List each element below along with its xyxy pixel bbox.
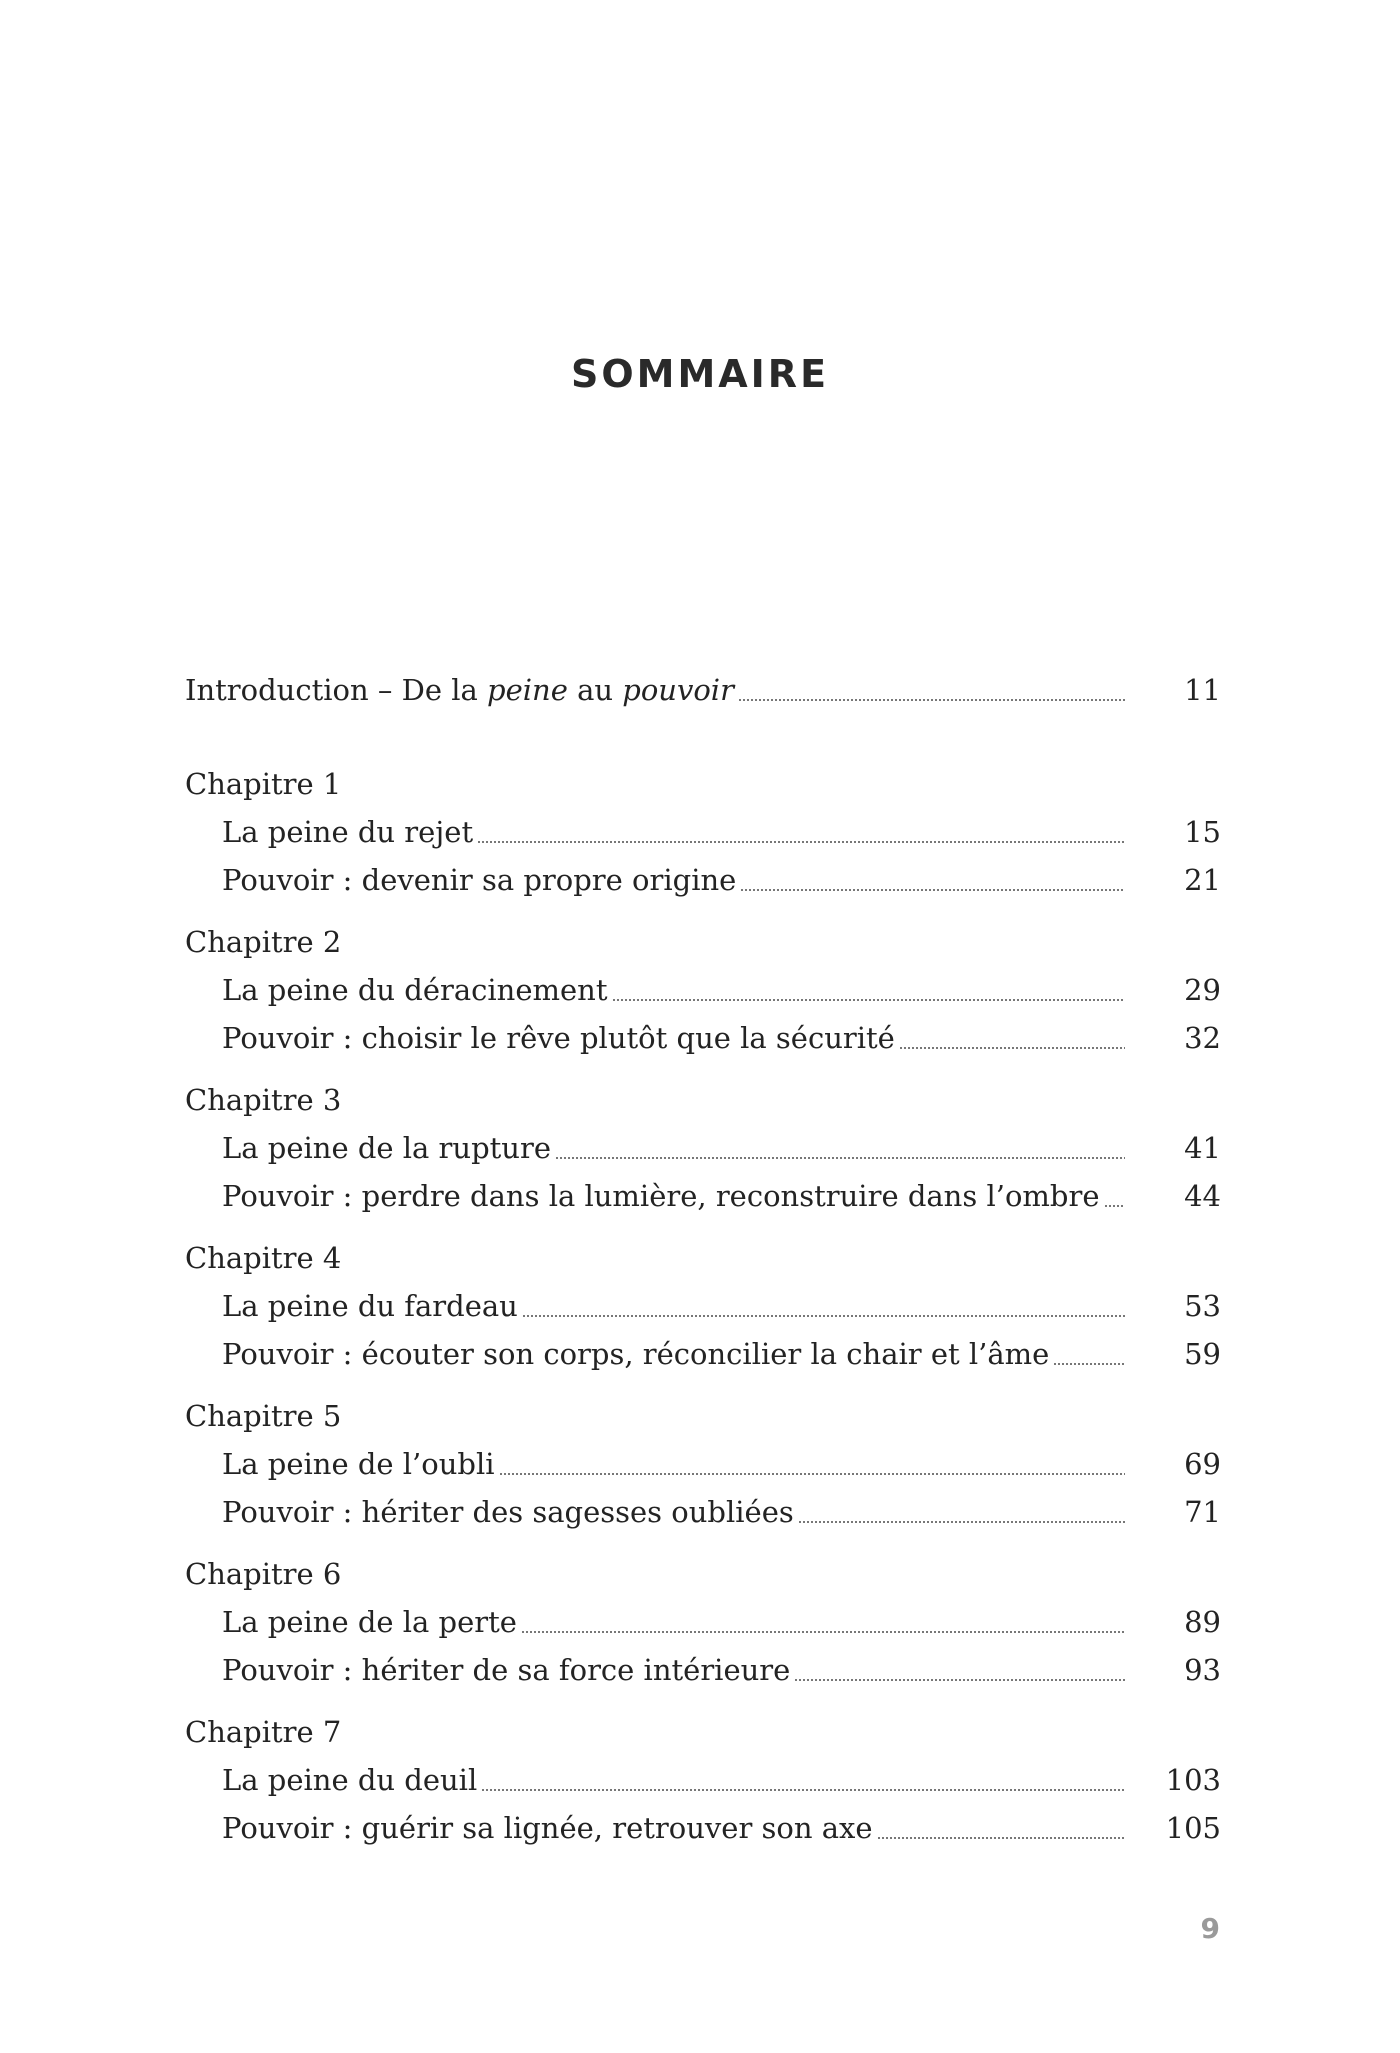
chapter-heading: Chapitre 6 — [185, 1557, 342, 1591]
dot-leader — [521, 1631, 1125, 1633]
toc-entry-title: La peine de la perte — [222, 1605, 517, 1639]
toc-entry-lead — [222, 1172, 1125, 1220]
toc-intro-title — [185, 666, 734, 714]
toc-entry — [185, 1488, 1221, 1536]
toc-page-number: 21 — [1184, 863, 1221, 897]
toc-entry-title: La peine du rejet — [222, 815, 474, 849]
toc-page-number: 11 — [1184, 673, 1221, 707]
table-of-contents — [185, 666, 1221, 1852]
intro-emphasis-pouvoir: pouvoir — [622, 673, 734, 707]
toc-page-number: 41 — [1184, 1131, 1221, 1165]
toc-page-number: 44 — [1184, 1179, 1221, 1213]
toc-entry — [185, 966, 1221, 1014]
intro-prefix: Introduction – De la — [185, 673, 488, 707]
dot-leader — [612, 999, 1125, 1001]
toc-entry — [185, 1646, 1221, 1694]
toc-entry — [185, 808, 1221, 856]
toc-entry — [185, 856, 1221, 904]
toc-entry-lead — [222, 1646, 1125, 1694]
toc-entry — [185, 1804, 1221, 1852]
chapter-heading: Chapitre 2 — [185, 925, 342, 959]
toc-entry-title: Pouvoir : devenir sa propre origine — [222, 863, 737, 897]
chapter-list — [185, 760, 1221, 1852]
toc-entry — [185, 1282, 1221, 1330]
toc-entry-lead — [222, 1282, 1125, 1330]
toc-entry-title: Pouvoir : écouter son corps, réconcilier la chair et l’âme — [222, 1337, 1050, 1371]
toc-entry — [185, 1014, 1221, 1062]
toc-page-number: 71 — [1184, 1495, 1221, 1529]
toc-entry-lead — [222, 1330, 1125, 1378]
chapter-heading: Chapitre 5 — [185, 1399, 342, 1433]
toc-entry-lead — [185, 666, 1125, 714]
toc-entry-lead — [222, 966, 1125, 1014]
toc-entry-title: La peine de la rupture — [222, 1131, 552, 1165]
chapter-heading: Chapitre 7 — [185, 1715, 342, 1749]
toc-entry-title: Pouvoir : perdre dans la lumière, reconstruire dans l’ombre — [222, 1179, 1100, 1213]
toc-entry — [185, 1172, 1221, 1220]
dot-leader — [1053, 1363, 1125, 1365]
toc-entry-title: Pouvoir : choisir le rêve plutôt que la sécurité — [222, 1021, 895, 1055]
dot-leader — [477, 841, 1125, 843]
chapter-heading: Chapitre 1 — [185, 767, 342, 801]
toc-entry-title: La peine du déracinement — [222, 973, 608, 1007]
dot-leader — [1104, 1205, 1126, 1207]
toc-page-number: 59 — [1184, 1337, 1221, 1371]
toc-page-number: 32 — [1184, 1021, 1221, 1055]
toc-entry-title: La peine du deuil — [222, 1763, 478, 1797]
toc-entry-title: Pouvoir : hériter des sagesses oubliées — [222, 1495, 794, 1529]
page-title: SOMMAIRE — [570, 352, 830, 396]
toc-entry-lead — [222, 1440, 1125, 1488]
toc-entry — [185, 1124, 1221, 1172]
toc-entry-title: La peine du fardeau — [222, 1289, 518, 1323]
dot-leader — [798, 1521, 1125, 1523]
toc-page-number: 93 — [1184, 1653, 1221, 1687]
toc-page-number: 105 — [1165, 1811, 1221, 1845]
toc-page-number: 29 — [1184, 973, 1221, 1007]
dot-leader — [499, 1473, 1125, 1475]
toc-page-number: 53 — [1184, 1289, 1221, 1323]
toc-page-number: 69 — [1184, 1447, 1221, 1481]
toc-entry-title: La peine de l’oubli — [222, 1447, 495, 1481]
chapter-heading: Chapitre 4 — [185, 1241, 342, 1275]
toc-entry-lead — [222, 1756, 1125, 1804]
toc-entry-lead — [222, 1488, 1125, 1536]
dot-leader — [877, 1837, 1125, 1839]
toc-entry-lead — [222, 856, 1125, 904]
toc-intro-entry — [185, 666, 1221, 714]
toc-entry-lead — [222, 1014, 1125, 1062]
dot-leader — [794, 1679, 1125, 1681]
toc-entry — [185, 1440, 1221, 1488]
toc-entry-lead — [222, 1804, 1125, 1852]
toc-page-number: 15 — [1184, 815, 1221, 849]
dot-leader — [555, 1157, 1125, 1159]
dot-leader — [899, 1047, 1125, 1049]
toc-entry-lead — [222, 808, 1125, 856]
intro-emphasis-peine: peine — [487, 673, 568, 707]
dot-leader — [740, 889, 1125, 891]
toc-entry-lead — [222, 1598, 1125, 1646]
dot-leader — [481, 1789, 1125, 1791]
toc-entry — [185, 1598, 1221, 1646]
intro-middle: au — [567, 673, 623, 707]
chapter-heading: Chapitre 3 — [185, 1083, 342, 1117]
toc-page-number: 103 — [1165, 1763, 1221, 1797]
dot-leader — [738, 699, 1125, 701]
page-folio: 9 — [1200, 1912, 1220, 1945]
toc-entry — [185, 1756, 1221, 1804]
toc-entry-title: Pouvoir : guérir sa lignée, retrouver son axe — [222, 1811, 873, 1845]
toc-entry-title: Pouvoir : hériter de sa force intérieure — [222, 1653, 791, 1687]
toc-entry-lead — [222, 1124, 1125, 1172]
dot-leader — [522, 1315, 1125, 1317]
toc-entry — [185, 1330, 1221, 1378]
toc-page-number: 89 — [1184, 1605, 1221, 1639]
